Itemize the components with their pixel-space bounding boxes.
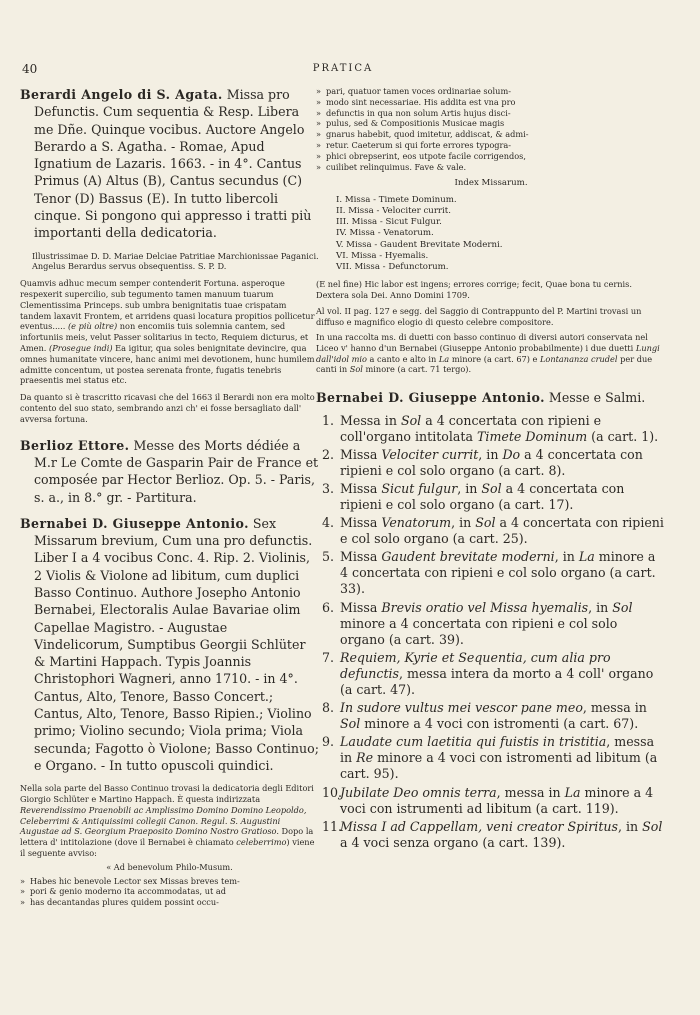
- item-number: 1.: [322, 412, 335, 428]
- entry-heading: Bernabei D. Giuseppe Antonio.: [316, 390, 545, 406]
- running-title: PRATICA: [312, 63, 374, 74]
- item-text: , in: [617, 818, 643, 834]
- item-italic: Sol: [612, 599, 633, 615]
- list-item: [316, 700, 666, 732]
- item-italic: Sol: [642, 818, 663, 834]
- item-text: minore a 4 concertata con ripieni e col solo organo (a cart. 33).: [340, 549, 656, 597]
- list-item: [316, 600, 666, 648]
- item-number: 8.: [322, 700, 335, 716]
- entry-text: Messe e Salmi.: [548, 390, 646, 406]
- item-text: Missa: [340, 480, 382, 496]
- item-text: Missa: [340, 549, 382, 565]
- item-italic: Sicut fulgur: [381, 480, 458, 496]
- note-part: per due canti in: [316, 353, 653, 375]
- entry-heading: Berardi Angelo di S. Agata.: [20, 87, 223, 102]
- item-text: minore a 4 voci con istromenti ad libitum (a cart. 95).: [340, 750, 658, 782]
- item-text: a 4 voci senza organo (a cart. 139).: [340, 834, 566, 850]
- notice-line: » phici obrepserint, eos utpote facile corrigendos,: [316, 151, 666, 162]
- item-text: , messa in: [582, 700, 647, 716]
- note-italic: Sol: [349, 364, 363, 375]
- note-italic: celeberrimo: [236, 837, 287, 848]
- item-number: 4.: [322, 515, 335, 531]
- list-item: [316, 734, 666, 782]
- list-item: [316, 819, 666, 851]
- entry-berardi: [20, 86, 319, 242]
- note-part: a canto e alto in: [369, 353, 437, 364]
- note-text: Al vol. II pag. 127 e segg. del Saggio di Contrappunto del P. Martini trovasi un diffuso e magnifico elogio di questo celebre compositore.: [316, 306, 642, 328]
- notice-line: » defunctis in qua non solum Artis hujus disci-: [316, 108, 666, 119]
- item-italic: Re: [356, 750, 374, 766]
- notice-line: » pulus, sed & Compositionis Musicae magis: [316, 118, 666, 129]
- entry-text: Missa pro Defunctis. Cum sequentia & Resp. Libera me Dñe. Quinque vocibus. Auctore Angelo Berardo a S. Agatha. - Romae, Apud Ignatium de Lazaris. 1663. - in 4°. Cantus Primus (A) Altus (B), Cantus secundus (C) Tenor (D) Bassus (E). In tutto libercoli cinque. Si pongono qui appresso i tratti più importanti della dedicatoria.: [34, 87, 312, 241]
- item-number: 5.: [322, 549, 335, 565]
- item-italic: Velociter currit: [381, 446, 479, 462]
- item-number: 10.: [322, 784, 343, 800]
- quote-aside: (e più oltre): [67, 321, 118, 332]
- item-number: 3.: [322, 480, 335, 496]
- entry-heading: Berlioz Ettore.: [20, 437, 130, 453]
- item-text: (a cart. 1).: [587, 428, 659, 444]
- dedication-text: Illustrissimae D. D. Mariae Delciae Patritiae Marchionissae Paganici. Angelus Berardus servus obsequentiss. S. P. D.: [32, 250, 319, 272]
- item-text: , in: [451, 515, 476, 531]
- list-item: [316, 549, 666, 597]
- item-italic: In sudore vultus mei vescor pane meo: [340, 700, 583, 716]
- item-italic: Laudate cum laetitia qui fuistis in tristitia: [340, 734, 607, 750]
- item-italic: La: [578, 549, 595, 565]
- note-duetti: [316, 332, 666, 375]
- item-text: minore a 4 concertata con ripieni e col solo organo (a cart. 39).: [340, 615, 618, 647]
- item-text: , messa intera da morto a 4 coll' organo (a cart. 47).: [340, 665, 654, 697]
- index-item: IV. Missa - Venatorum.: [336, 228, 434, 239]
- index-item: III. Missa - Sicut Fulgur.: [336, 217, 442, 228]
- note-bernabei: [20, 783, 319, 908]
- item-text: , in: [588, 599, 613, 615]
- item-text: a 4 concertata con ripieni e col solo organo (a cart. 8).: [340, 446, 643, 478]
- notice-line: » gnarus habebit, quod imitetur, addiscat, & admi-: [316, 129, 666, 140]
- item-italic: Sol: [475, 515, 496, 531]
- index-item: II. Missa - Velociter currit.: [336, 206, 451, 217]
- quote-aside: (Prosegue indi): [49, 343, 113, 354]
- item-italic: La: [564, 784, 581, 800]
- right-column: [316, 86, 666, 853]
- item-text: a 4 concertata con ripieni e col solo organo (a cart. 25).: [340, 515, 664, 547]
- item-italic: Do: [502, 446, 521, 462]
- quote-part: Ea igitur, qua soles benignitate devincire, qua omnes humanitate vincere, hanc animi mei devotionem, hunc humilem admitte concentum, ut postea serenata fronte, fugatis tenebris praesentis mei status etc.: [20, 343, 315, 386]
- item-number: 7.: [322, 649, 335, 665]
- item-text: , in: [478, 446, 503, 462]
- index-item: VI. Missa - Hyemalis.: [336, 250, 429, 261]
- item-text: , in: [457, 480, 482, 496]
- item-text: minore a 4 voci con istrumenti ad libitum (a cart. 119).: [340, 784, 654, 816]
- index-item: VII. Missa - Defunctorum.: [336, 261, 449, 272]
- item-italic: Timete Dominum: [477, 428, 588, 444]
- index-title: Index Missarum.: [454, 178, 528, 189]
- item-italic: Sol: [481, 480, 502, 496]
- note-part: In una raccolta ms. di duetti con basso continuo di diversi autori conservata nel Liceo v' hanno d'un Bernabei (Giuseppe Antonio probabilmente) i due duetti: [316, 332, 648, 353]
- index-item: I. Missa - Timete Dominum.: [336, 195, 457, 206]
- mass-list: [316, 413, 666, 851]
- item-text: Missa: [340, 515, 382, 531]
- entry-bernabei-2: [316, 389, 666, 406]
- item-number: 2.: [322, 446, 335, 462]
- entry-heading: Bernabei D. Giuseppe Antonio.: [20, 515, 249, 531]
- notice-line: » retur. Caeterum si qui forte errores typogra-: [316, 140, 666, 151]
- item-number: 6.: [322, 599, 335, 615]
- item-text: Missa: [340, 446, 382, 462]
- note-part: minore (a cart. 71 tergo).: [365, 364, 472, 375]
- item-text: , messa in: [340, 734, 655, 766]
- item-text: Messa in: [340, 412, 401, 428]
- notice-line: » Habes hic benevole Lector sex Missas breves tem-: [20, 876, 319, 887]
- note-italic: Reverendissimo Praenobili ac Amplissimo Domino Domino Leopoldo, Celeberrimi & Antiquissimi collegii Canon. Regul. S. Augustini Augustae ad S. Georgium Praeposito Domino Nostro Gratioso.: [20, 804, 307, 837]
- item-text: , in: [554, 549, 579, 565]
- item-italic: Missa I ad Cappellam, veni creator Spiritus: [340, 818, 618, 834]
- notice-line: » cuilibet relinquimus. Fave & vale.: [316, 162, 666, 173]
- notice-line: » pari, quatuor tamen voces ordinariae solum-: [316, 86, 666, 97]
- dedication-quote: [20, 278, 319, 386]
- notice-line: » pori & genio moderno ita accommodatas, ut ad: [20, 886, 319, 897]
- item-text: , messa in: [496, 784, 565, 800]
- list-item: [316, 413, 666, 445]
- quote-part: non encomiis tuis solemnia cantem, sed infortuniis meis, velut Passer solitarius in tecto, Requiem dicturus, et Amen.: [20, 321, 309, 354]
- colophon-text: (E nel fine) Hic labor est ingens; errores corrige; fecit, Quae bona tu cernis. Dextera sola Dei. Anno Domini 1709.: [316, 278, 632, 300]
- notice-line: » has decantandas plures quidem possint occu-: [20, 897, 319, 908]
- entry-bernabei-1: [20, 515, 319, 774]
- page-header: [22, 62, 664, 82]
- item-text: Missa: [340, 599, 382, 615]
- item-italic: Jubilate Deo omnis terra: [340, 784, 497, 800]
- colophon: [316, 279, 666, 301]
- notice-continued: [316, 86, 666, 172]
- item-number: 11.: [322, 818, 343, 834]
- list-item: [316, 481, 666, 513]
- note-part: Dopo la lettera d' intitolazione (dove il Bernabei è chiamato: [20, 826, 314, 848]
- list-item: [316, 785, 666, 817]
- notice-line: » modo sint necessariae. His addita est vna pro: [316, 97, 666, 108]
- item-text: a 4 concertata con ripieni e col solo organo (a cart. 17).: [340, 480, 625, 512]
- list-item: [316, 447, 666, 479]
- entry-berlioz: [20, 437, 319, 506]
- list-item: [316, 650, 666, 698]
- quote-part: Quamvis adhuc mecum semper contenderit Fortuna. asperoque respexerit supercilio, sub tegumento tamen manuum tuarum Clementissima Princeps. sub umbra benignitatis tuae crispatam tandem laxavit Frontem, et arridens quasi locatura propitios pollicetur eventus.....: [20, 278, 315, 332]
- note-part: Nella sola parte del Basso Continuo trovasi la dedicatoria degli Editori Giorgio Schlüter e Martino Happach. È questa indirizzata: [20, 783, 314, 805]
- item-italic: Gaudent brevitate moderni: [381, 549, 555, 565]
- mass-index: [316, 195, 666, 273]
- entry-text: Sex Missarum brevium, Cum una pro defunctis. Liber I a 4 vocibus Conc. 4. Rip. 2. Violinis, 2 Violis & Violone ad libitum, cum duplici Basso Continuo. Authore Josepho Antonio Bernabei, Electoralis Aulae Bavariae olim Capellae Magistro. - Augustae Vindelicorum, Sumptibus Georgii Schlüter & Martini Happach. Typis Joannis Christophori Wagneri, anno 1710. - in 4°. Cantus, Alto, Tenore, Basso Concert.; Cantus, Alto, Tenore, Basso Ripien.; Violino primo; Violino secundo; Viola prima; Viola secunda; Fagotto ò Violone; Basso Continuo; e Organo. - In tutto opuscoli quindici.: [34, 515, 319, 773]
- item-text: a 4 concertata con ripieni e coll'organo intitolata: [340, 412, 602, 444]
- page-number: 40: [22, 62, 38, 76]
- notice-heading: « Ad benevolum Philo-Musum.: [106, 861, 233, 872]
- note-part: minore (a cart. 67) e: [451, 353, 538, 364]
- note-martini: [316, 306, 666, 328]
- item-text: minore a 4 voci con istromenti (a cart. 67).: [360, 716, 639, 732]
- left-column: [20, 86, 319, 912]
- note-part: ) viene il seguente avviso:: [20, 837, 315, 859]
- item-italic: Sol: [400, 412, 422, 428]
- note-italic: Lungi dall'idol mio: [316, 342, 660, 364]
- item-italic: Brevis oratio vel Missa hyemalis: [381, 599, 589, 615]
- note-berardi: [20, 392, 319, 424]
- list-item: [316, 515, 666, 547]
- index-item: V. Missa - Gaudent Brevitate Moderni.: [336, 239, 503, 250]
- item-italic: Requiem, Kyrie et Sequentia, cum alia pro defunctis: [340, 649, 611, 681]
- note-italic: Lontananza crudel: [539, 353, 618, 364]
- item-italic: Sol: [340, 716, 361, 732]
- dedication: [20, 251, 319, 273]
- item-number: 9.: [322, 734, 335, 750]
- note-italic: La: [438, 353, 450, 364]
- item-italic: Venatorum: [381, 515, 452, 531]
- note-text: Da quanto si è trascritto ricavasi che del 1663 il Berardi non era molto contento del suo stato, sembrando anzi ch' ei fosse bersagliato dall' avversa fortuna.: [20, 392, 315, 424]
- entry-text: Messe des Morts dédiée a M.r Le Comte de Gasparin Pair de France et composée par Hector Berlioz. Op. 5. - Paris, s. a., in 8.° gr. - Partitura.: [34, 437, 319, 505]
